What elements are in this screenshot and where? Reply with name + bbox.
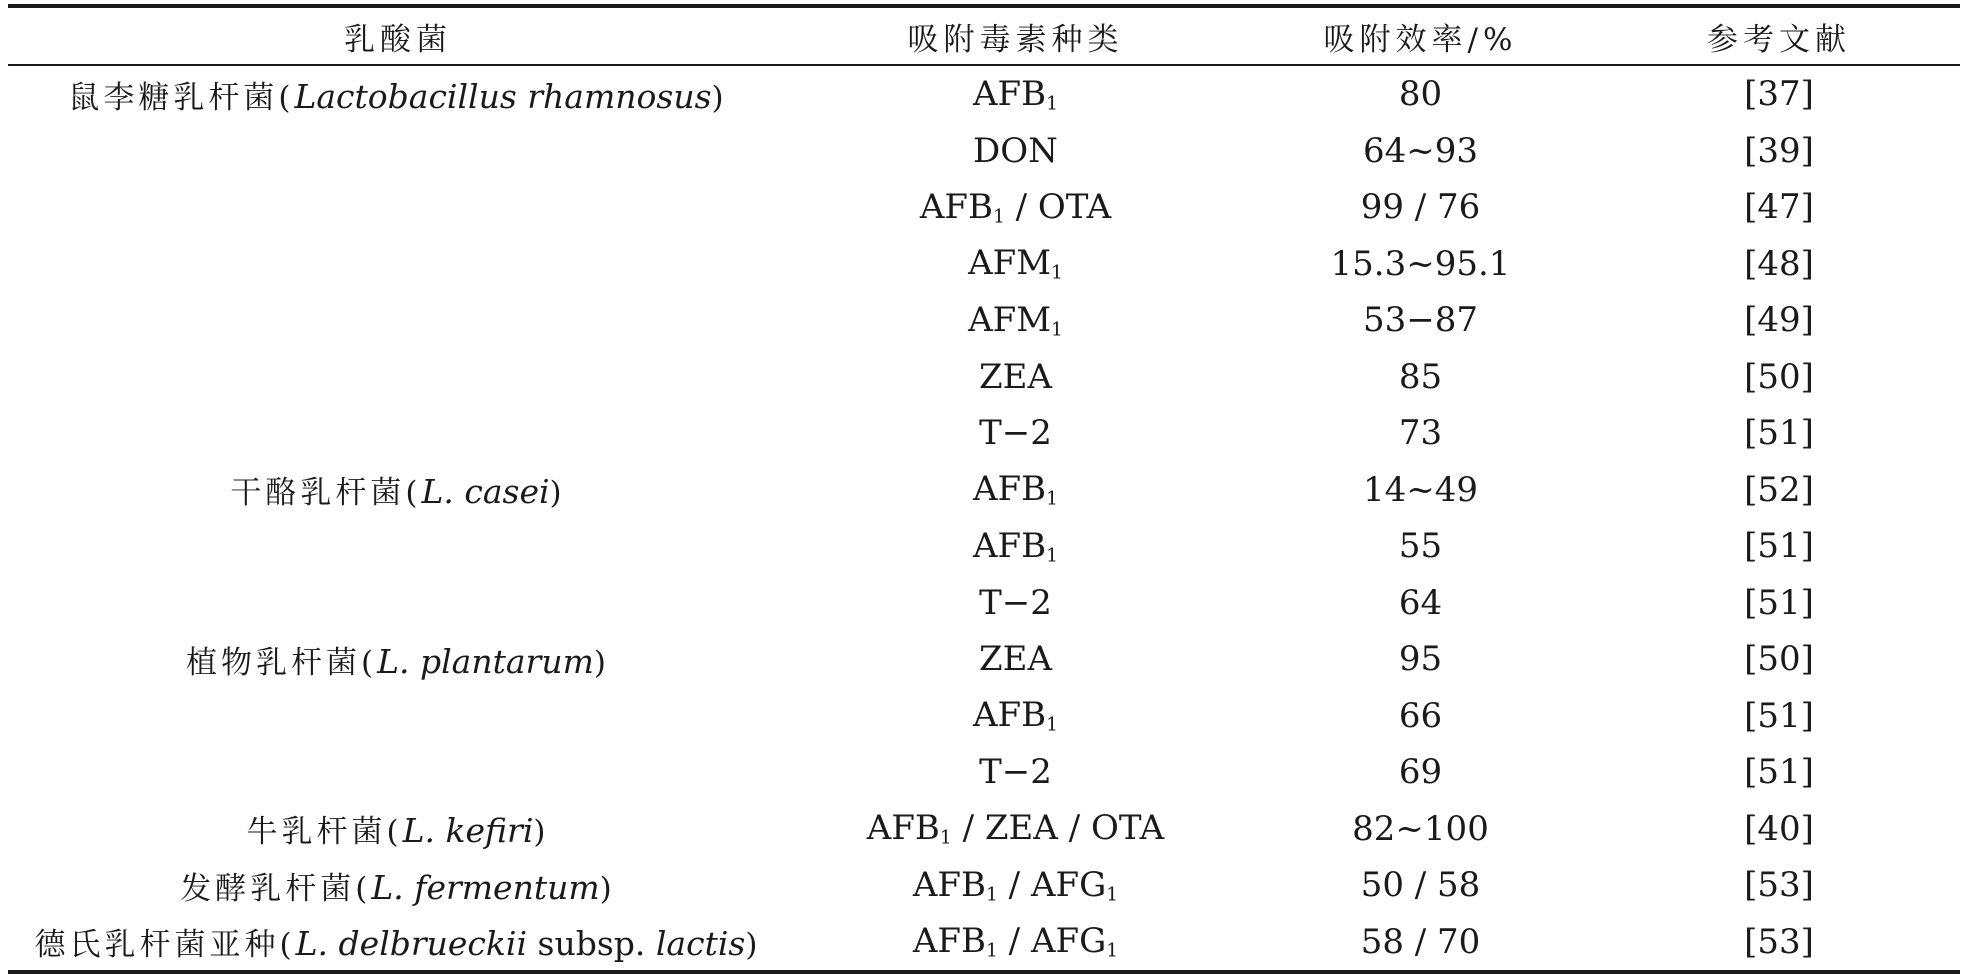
table-row — [8, 349, 1960, 406]
header-row — [8, 6, 1960, 65]
cell-toxin — [788, 914, 1243, 973]
cell-efficiency: 58 / 70 — [1360, 921, 1481, 962]
cell-reference: [48] — [1744, 243, 1814, 284]
toxin-subscript: 1 — [1106, 941, 1119, 963]
toxin-text: AFB — [972, 695, 1047, 736]
cell-reference: [52] — [1744, 469, 1814, 510]
toxin-text: / OTA — [1004, 186, 1112, 227]
toxin-text: AFB — [912, 864, 986, 905]
cell-toxin — [788, 631, 1243, 688]
cell-reference: [53] — [1744, 921, 1814, 962]
toxin-text: AFB — [972, 469, 1047, 510]
cell-bacteria — [8, 462, 788, 519]
cell-toxin — [788, 801, 1243, 858]
table-row — [8, 688, 1960, 745]
header-lactic-acid-bacteria: 乳酸菌 — [344, 21, 452, 58]
bacteria-chinese-name: 植物乳杆菌( — [186, 644, 378, 681]
table-row — [8, 801, 1960, 858]
toxin-text: T−2 — [979, 413, 1052, 454]
cell-bacteria — [8, 179, 788, 236]
toxin-text: T−2 — [979, 752, 1052, 793]
bacteria-latin-name: L. casei — [421, 472, 550, 512]
cell-toxin — [788, 857, 1243, 914]
bacteria-close-paren: ) — [711, 79, 728, 116]
table-header — [8, 6, 1960, 65]
cell-reference: [37] — [1744, 74, 1814, 115]
cell-bacteria — [8, 292, 788, 349]
cell-efficiency: 66 — [1398, 695, 1443, 736]
cell-toxin — [788, 744, 1243, 801]
cell-bacteria — [8, 518, 788, 575]
toxin-text: ZEA — [979, 639, 1052, 680]
table-row — [8, 857, 1960, 914]
cell-reference: [50] — [1744, 356, 1814, 397]
cell-toxin — [788, 462, 1243, 519]
toxin-subscript: 1 — [1046, 545, 1059, 567]
toxin-text: AFB — [912, 921, 986, 962]
table-row — [8, 631, 1960, 688]
table-row — [8, 292, 1960, 349]
bacteria-chinese-name: 牛乳杆菌( — [246, 814, 403, 851]
cell-reference: [40] — [1744, 808, 1814, 849]
bacteria-close-paren: ) — [533, 814, 550, 851]
cell-bacteria — [8, 801, 788, 858]
toxin-subscript: 1 — [992, 206, 1005, 228]
cell-reference: [51] — [1744, 582, 1814, 623]
table-row — [8, 236, 1960, 293]
table-row — [8, 405, 1960, 462]
cell-reference: [39] — [1744, 130, 1814, 171]
table-row — [8, 914, 1960, 973]
toxin-subscript: 1 — [939, 828, 952, 850]
toxin-text: AFM — [968, 299, 1052, 340]
bacteria-latin-name: L. delbrueckii — [295, 924, 528, 964]
bacteria-close-paren: ) — [549, 475, 566, 512]
cell-efficiency: 14~49 — [1362, 469, 1478, 510]
bacteria-latin-subspecies: lactis — [655, 924, 746, 964]
cell-efficiency: 73 — [1398, 413, 1443, 454]
toxin-text: AFB — [866, 808, 940, 849]
cell-toxin — [788, 405, 1243, 462]
toxin-text: AFM — [968, 243, 1052, 284]
table-body — [8, 65, 1960, 972]
table-row — [8, 65, 1960, 123]
cell-bacteria — [8, 857, 788, 914]
cell-efficiency: 15.3~95.1 — [1330, 243, 1511, 284]
bacteria-latin-name: L. plantarum — [377, 641, 594, 681]
cell-reference: [47] — [1744, 187, 1814, 228]
toxin-text: DON — [973, 130, 1058, 171]
cell-reference: [50] — [1744, 639, 1814, 680]
table-row — [8, 575, 1960, 632]
bacteria-latin-name: L. fermentum — [371, 867, 600, 907]
cell-reference: [51] — [1744, 413, 1814, 454]
cell-toxin — [788, 123, 1243, 180]
cell-efficiency: 64 — [1398, 582, 1443, 623]
cell-reference: [53] — [1744, 865, 1814, 906]
toxin-subscript: 1 — [1051, 319, 1063, 341]
table-row — [8, 123, 1960, 180]
header-efficiency: 吸附效率/% — [1323, 21, 1518, 58]
table-row — [8, 518, 1960, 575]
cell-efficiency: 69 — [1398, 752, 1443, 793]
cell-toxin — [788, 236, 1243, 293]
bacteria-close-paren: ) — [599, 870, 616, 907]
cell-efficiency: 64~93 — [1362, 130, 1478, 171]
toxin-subscript: 1 — [1051, 263, 1063, 285]
bacteria-latin-name: L. kefiri — [402, 811, 534, 851]
table-row — [8, 179, 1960, 236]
bacteria-chinese-name: 鼠李糖乳杆菌( — [68, 79, 295, 116]
bacteria-chinese-name: 德氏乳杆菌亚种( — [34, 927, 296, 964]
table-row — [8, 462, 1960, 519]
toxin-text: / ZEA / OTA — [951, 808, 1165, 849]
toxin-subscript: 1 — [1046, 93, 1059, 115]
table-row — [8, 744, 1960, 801]
bacteria-latin-name: Lactobacillus rhamnosus — [294, 76, 712, 116]
toxin-subscript: 1 — [1106, 884, 1119, 906]
cell-toxin — [788, 179, 1243, 236]
cell-bacteria — [8, 631, 788, 688]
cell-toxin — [788, 575, 1243, 632]
cell-toxin — [788, 518, 1243, 575]
cell-bacteria — [8, 405, 788, 462]
toxin-text: AFB — [919, 186, 993, 227]
header-toxin-type: 吸附毒素种类 — [907, 21, 1124, 58]
toxin-subscript: 1 — [985, 941, 998, 963]
lab-toxin-adsorption-table — [8, 4, 1960, 974]
cell-bacteria — [8, 688, 788, 745]
header-reference: 参考文献 — [1707, 21, 1851, 58]
bacteria-close-paren: ) — [593, 644, 610, 681]
cell-bacteria — [8, 575, 788, 632]
cell-toxin — [788, 688, 1243, 745]
cell-bacteria — [8, 236, 788, 293]
cell-bacteria — [8, 744, 788, 801]
cell-toxin — [788, 65, 1243, 123]
bacteria-close-paren: ) — [745, 927, 762, 964]
cell-bacteria — [8, 65, 788, 123]
cell-toxin — [788, 349, 1243, 406]
toxin-text: AFB — [972, 73, 1047, 114]
toxin-subscript: 1 — [985, 884, 998, 906]
cell-reference: [51] — [1744, 695, 1814, 736]
bacteria-chinese-name: 干酪乳杆菌( — [230, 475, 422, 512]
cell-bacteria — [8, 349, 788, 406]
toxin-text: / AFG — [997, 864, 1107, 905]
toxin-text: T−2 — [979, 582, 1052, 623]
cell-bacteria — [8, 123, 788, 180]
cell-efficiency: 55 — [1398, 526, 1443, 567]
cell-reference: [49] — [1744, 300, 1814, 341]
cell-efficiency: 85 — [1398, 356, 1443, 397]
cell-reference: [51] — [1744, 752, 1814, 793]
bacteria-chinese-name: 发酵乳杆菌( — [180, 870, 372, 907]
cell-efficiency: 82~100 — [1352, 808, 1489, 849]
cell-efficiency: 50 / 58 — [1360, 865, 1481, 906]
toxin-text: ZEA — [979, 356, 1052, 397]
cell-efficiency: 80 — [1398, 74, 1443, 115]
cell-efficiency: 53−87 — [1362, 300, 1478, 341]
cell-reference: [51] — [1744, 526, 1814, 567]
bacteria-subsp-label: subsp. — [527, 924, 656, 964]
cell-efficiency: 95 — [1398, 639, 1443, 680]
adsorption-table-container — [8, 4, 1960, 974]
cell-bacteria — [8, 914, 788, 973]
toxin-text: AFB — [972, 525, 1047, 566]
cell-efficiency: 99 / 76 — [1360, 187, 1481, 228]
toxin-text: / AFG — [997, 921, 1107, 962]
toxin-subscript: 1 — [1046, 489, 1059, 511]
toxin-subscript: 1 — [1046, 715, 1059, 737]
cell-toxin — [788, 292, 1243, 349]
